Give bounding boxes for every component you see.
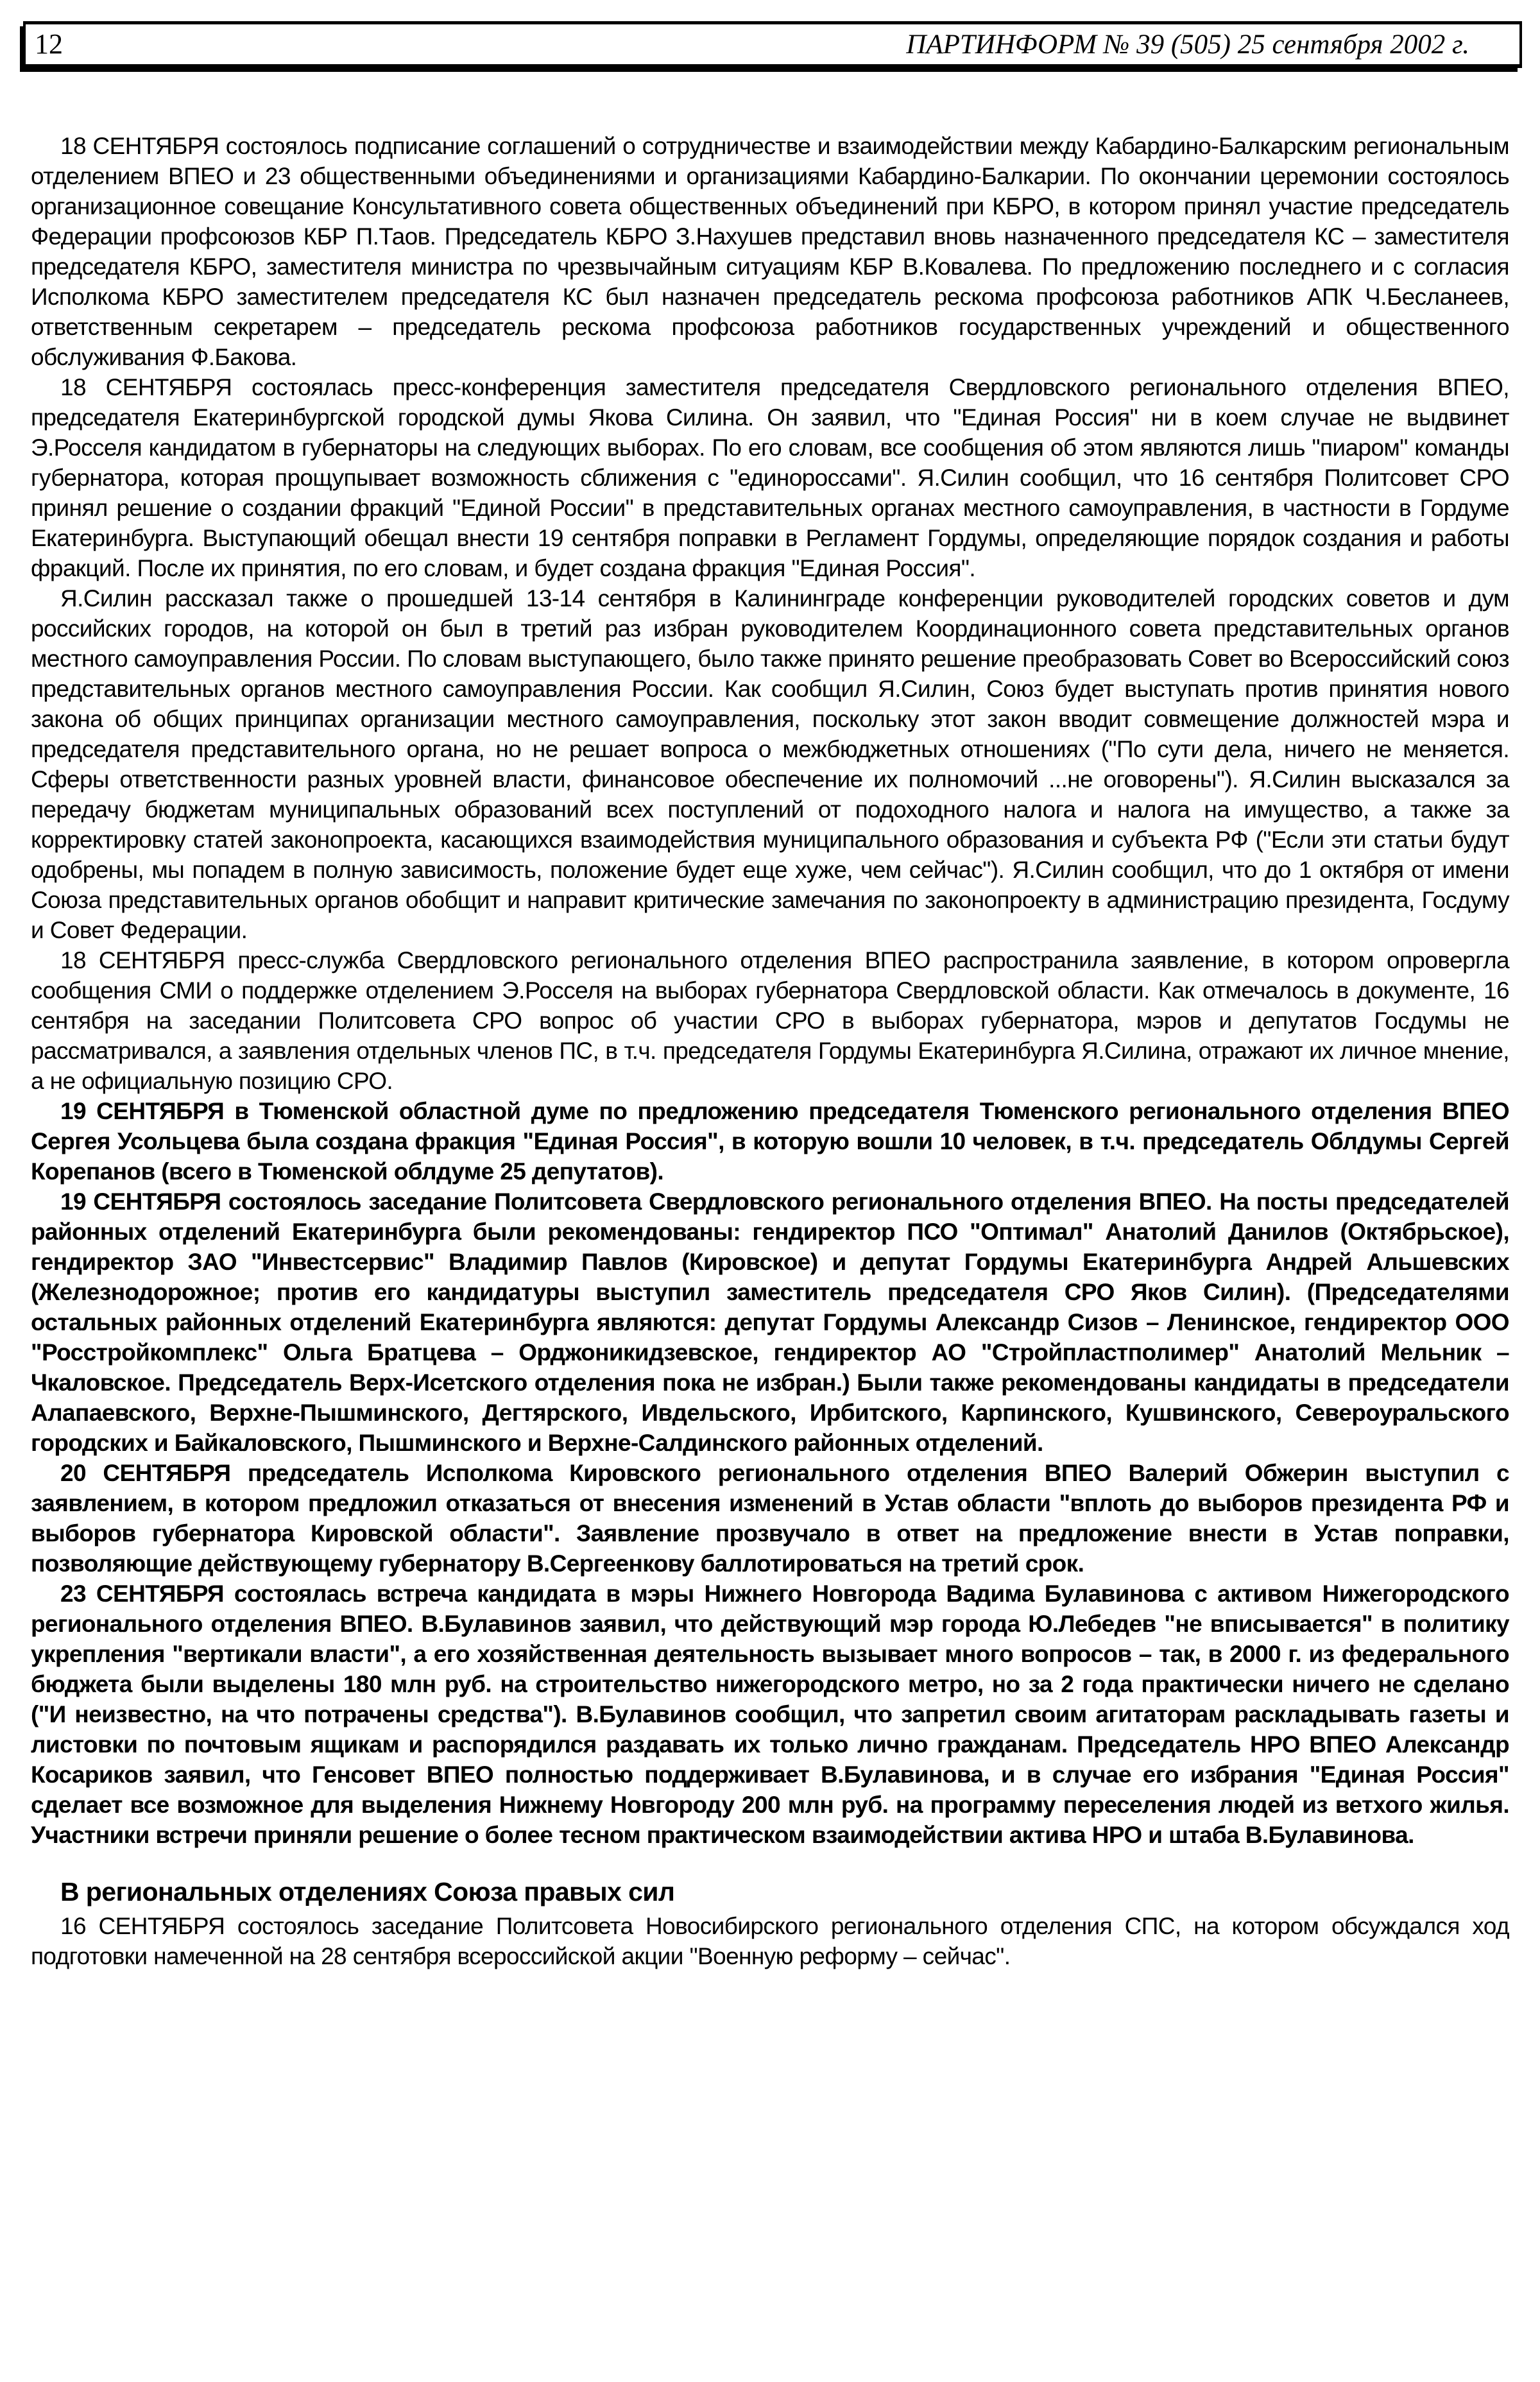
page-number: 12 [35,28,63,60]
paragraph: 19 СЕНТЯБРЯ состоялось заседание Политсовета Свердловского регионального отделения ВПЕО. На посты председателей районных отделений Екатеринбурга были рекомендованы: гендиректор ПСО "Оптимал" Анатолий Данилов (Октябрьское), гендиректор ЗАО "Инвестсервис" Владимир Павлов (Кировское) и депутат Гордумы Екатеринбурга Андрей Альшевских (Железнодорожное; против его кандидатуры выступил заместитель председателя СРО Яков Силин). (Председателями остальных районных отделений Екатеринбурга являются: депутат Гордумы Александр Сизов – Ленинское, гендиректор ООО "Росстройкомплекс" Ольга Братцева – Орджоникидзевское, гендиректор АО "Стройпластполимер" Анатолий Мельник – Чкаловское. Председатель Верх-Исетского отделения пока не избран.) Были также рекомендованы кандидаты в председатели Алапаевского, Верхне-Пышминского, Дегтярского, Ивдельского, Ирбитского, Карпинского, Кушвинского, Североуральского городских и Байкаловского, Пышминского и Верхне-Салдинского районных отделений. [31,1188,1509,1456]
paragraph: Я.Силин рассказал также о прошедшей 13-14 сентября в Калининграде конференции руководителей городских советов и дум российских городов, на которой он был в третий раз избран руководителем Координационного совета представительных органов местного самоуправления России. По словам выступающего, было также принято решение преобразовать Совет во Всероссийский союз представительных органов местного самоуправления России. Как сообщил Я.Силин, Союз будет выступать против принятия нового закона об общих принципах организации местного самоуправления, поскольку этот закон вводит совмещение должностей мэра и председателя представительного органа, но не решает вопроса о межбюджетных отношениях ("По сути дела, ничего не меняется. Сферы ответственности разных уровней власти, финансовое обеспечение их полномочий ...не оговорены"). Я.Силин высказался за передачу бюджетам муниципальных образований всех поступлений от подоходного налога и налога на имущество, а также за корректировку статей законопроекта, касающихся взаимодействия муниципального образования и субъекта РФ ("Если эти статьи будут одобрены, мы попадем в полную зависимость, положение будет еще хуже, чем сейчас"). Я.Силин сообщил, что до 1 октября от имени Союза представительных органов обобщит и направит критические замечания по законопроекту в администрацию президента, Госдуму и Совет Федерации. [31,585,1509,943]
paragraph: 18 СЕНТЯБРЯ пресс-служба Свердловского регионального отделения ВПЕО распространила заявление, в котором опровергла сообщения СМИ о поддержке отделением Э.Росселя на выборах губернатора Свердловской области. Как отмечалось в документе, 16 сентября на заседании Политсовета СРО вопрос об участии СРО в выборах губернатора, мэров и депутатов Госдумы не рассматривался, а заявления отдельных членов ПС, в т.ч. председателя Гордумы Екатеринбурга Я.Силина, отражают их личное мнение, а не официальную позицию СРО. [31,947,1509,1094]
page-header [23,21,1522,68]
journal-title: ПАРТИНФОРМ № 39 (505) 25 сентября 2002 г. [906,29,1469,60]
paragraph: 23 СЕНТЯБРЯ состоялась встреча кандидата в мэры Нижнего Новгорода Вадима Булавинова с активом Нижегородского регионального отделения ВПЕО. В.Булавинов заявил, что действующий мэр города Ю.Лебедев "не вписывается" в политику укрепления "вертикали власти", а его хозяйственная деятельность вызывает много вопросов – так, в 2000 г. из федерального бюджета были выделены 180 млн руб. на строительство нижегородского метро, но за 2 года практически ничего не сделано ("И неизвестно, на что потрачены средства"). В.Булавинов сообщил, что запретил своим агитаторам раскладывать газеты и листовки по почтовым ящикам и распорядился раздавать их только лично гражданам. Председатель НРО ВПЕО Александр Косариков заявил, что Генсовет ВПЕО полностью поддерживает В.Булавинова, и в случае его избрания "Единая Россия" сделает все возможное для выделения Нижнему Новгороду 200 млн руб. на программу переселения людей из ветхого жилья. Участники встречи приняли решение о более тесном практическом взаимодействии актива НРО и штаба В.Булавинова. [31,1581,1509,1848]
paragraph: 18 СЕНТЯБРЯ состоялась пресс-конференция заместителя председателя Свердловского регионального отделения ВПЕО, председателя Екатеринбургской городской думы Якова Силина. Он заявил, что "Единая Россия" ни в коем случае не выдвинет Э.Росселя кандидатом в губернаторы на следующих выборах. По его словам, все сообщения об этом являются лишь "пиаром" команды губернатора, которая прощупывает возможность сближения с "единороссами". Я.Силин сообщил, что 16 сентября Политсовет СРО принял решение о создании фракций "Единой России" в представительных органах местного самоуправления, в частности в Гордуме Екатеринбурга. Выступающий обещал внести 19 сентября поправки в Регламент Гордумы, определяющие порядок создания и работы фракций. После их принятия, по его словам, и будет создана фракция "Единая Россия". [31,374,1509,581]
paragraph: 20 СЕНТЯБРЯ председатель Исполкома Кировского регионального отделения ВПЕО Валерий Обжерин выступил с заявлением, в котором предложил отказаться от внесения изменений в Устав области "вплоть до выборов президента РФ и выборов губернатора Кировской области". Заявление прозвучало в ответ на предложение внести в Устав поправки, позволяющие действующему губернатору В.Сергеенкову баллотироваться на третий срок. [31,1460,1509,1577]
paragraph: 19 СЕНТЯБРЯ в Тюменской областной думе по предложению председателя Тюменского регионального отделения ВПЕО Сергея Усольцева была создана фракция "Единая Россия", в которую вошли 10 человек, в т.ч. председатель Облдумы Сергей Корепанов (всего в Тюменской облдуме 25 депутатов). [31,1098,1509,1185]
paragraph: 18 СЕНТЯБРЯ состоялось подписание соглашений о сотрудничестве и взаимодействии между Кабардино-Балкарским региональным отделением ВПЕО и 23 общественными объединениями и организациями Кабардино-Балкарии. По окончании церемонии состоялось организационное совещание Консультативного совета общественных объединений при КБРО, в котором принял участие председатель Федерации профсоюзов КБР П.Таов. Председатель КБРО З.Нахушев представил вновь назначенного председателя КС – заместителя председателя КБРО, заместителя министра по чрезвычайным ситуациям КБР В.Ковалева. По предложению последнего и с согласия Исполкома КБРО заместителем председателя КС был назначен председатель рескома профсоюза работников АПК Ч.Бесланеев, ответственным секретарем – председатель рескома профсоюза работников государственных учреждений и общественного обслуживания Ф.Бакова. [31,133,1509,370]
section-heading: В региональных отделениях Союза правых сил [60,1877,675,1906]
document-body [0,68,1540,1971]
paragraph: 16 СЕНТЯБРЯ состоялось заседание Политсовета Новосибирского регионального отделения СПС, на котором обсуждался ход подготовки намеченной на 28 сентября всероссийской акции "Военную реформу – сейчас". [31,1913,1509,1969]
